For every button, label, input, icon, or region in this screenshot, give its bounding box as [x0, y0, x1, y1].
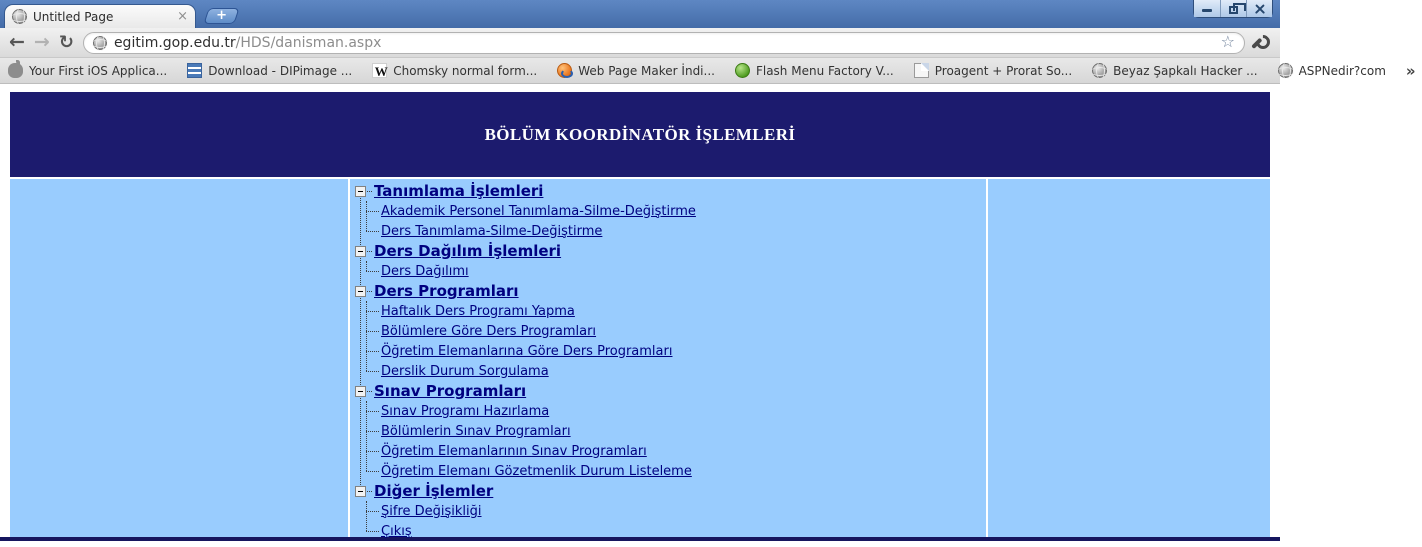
close-button[interactable]: [1246, 0, 1272, 17]
minimize-icon: [1202, 9, 1212, 12]
bookmark-item[interactable]: [1092, 63, 1257, 78]
flashmenu-icon: [735, 63, 750, 78]
bookmarks-bar: [0, 58, 1416, 84]
page-title: BÖLÜM KOORDİNATÖR İŞLEMLERİ: [484, 124, 796, 144]
tree-connector: [367, 491, 372, 492]
tree-connector: [367, 291, 372, 292]
tree-item-link[interactable]: Şifre Değişikliği: [381, 503, 482, 519]
globe-icon: [1278, 63, 1293, 78]
tree-menu: [355, 181, 986, 541]
tree-root-link[interactable]: Diğer İşlemler: [374, 482, 494, 500]
tree-item-row: [366, 441, 986, 461]
url-text[interactable]: egitim.gop.edu.tr/HDS/danisman.aspx: [113, 34, 382, 51]
bookmark-item[interactable]: [372, 63, 537, 78]
bookmark-label: Proagent + Prorat So...: [934, 63, 1073, 78]
tree-group: [355, 381, 986, 481]
apple-icon: [8, 63, 23, 78]
tree-item-link[interactable]: Öğretim Elemanı Gözetmenlik Durum Listeleme: [381, 463, 692, 479]
tree-root-link[interactable]: Ders Programları: [374, 282, 519, 300]
page-header-banner: [10, 92, 1270, 177]
collapse-minus-icon[interactable]: [355, 246, 366, 257]
page-viewport: [0, 84, 1280, 547]
bookmarks-bar-items: [8, 63, 1386, 78]
tree-item-row: [366, 221, 986, 241]
bookmark-label: ASPNedir?com: [1298, 63, 1386, 78]
address-bar[interactable]: [83, 32, 1245, 54]
tree-item-link[interactable]: Çıkış: [381, 523, 412, 539]
collapse-minus-icon[interactable]: [355, 186, 366, 197]
minimize-button[interactable]: [1194, 0, 1220, 17]
bookmark-item[interactable]: [914, 63, 1072, 78]
new-tab-button[interactable]: +: [203, 8, 239, 24]
tree-item-row: [366, 261, 986, 281]
bookmark-item[interactable]: [1278, 63, 1386, 78]
bookmark-item[interactable]: [187, 63, 352, 78]
right-panel: [988, 179, 1270, 537]
tree-children: [366, 401, 986, 481]
webpagemaker-icon: [557, 63, 572, 78]
tree-item-link[interactable]: Öğretim Elemanlarının Sınav Programları: [381, 443, 647, 459]
tree-connector: [367, 391, 372, 392]
tree-item-link[interactable]: Akademik Personel Tanımlama-Silme-Değiştirme: [381, 203, 696, 219]
tree-item-row: [366, 461, 986, 481]
collapse-minus-icon[interactable]: [355, 386, 366, 397]
tab-strip: [0, 0, 1280, 28]
tree-connector: [367, 251, 372, 252]
tree-item-link[interactable]: Ders Dağılımı: [381, 263, 469, 279]
tree-group: [355, 181, 986, 241]
left-panel: [10, 179, 348, 537]
tree-item-link[interactable]: Öğretim Elemanlarına Göre Ders Programları: [381, 343, 673, 359]
tree-item-link[interactable]: Derslik Durum Sorgulama: [381, 363, 549, 379]
tree-group: [355, 481, 986, 541]
bookmark-star-icon[interactable]: ☆: [1220, 32, 1235, 51]
restore-button[interactable]: [1220, 0, 1246, 17]
back-button[interactable]: ←: [9, 31, 25, 53]
browser-tab[interactable]: [4, 4, 196, 28]
tab-close-icon[interactable]: ×: [177, 9, 188, 24]
bookmark-item[interactable]: [557, 63, 715, 78]
tree-root-link[interactable]: Tanımlama İşlemleri: [374, 182, 544, 200]
tree-root-row: [355, 281, 986, 301]
tree-root-row: [355, 381, 986, 401]
tree-item-row: [366, 321, 986, 341]
bookmark-label: Your First iOS Applica...: [29, 63, 168, 78]
wrench-menu-icon[interactable]: [1254, 34, 1271, 51]
bookmark-label: Flash Menu Factory V...: [755, 63, 894, 78]
close-icon: [1254, 3, 1266, 15]
tree-item-row: [366, 521, 986, 541]
tree-group: [355, 281, 986, 381]
tree-root-link[interactable]: Ders Dağılım İşlemleri: [374, 242, 562, 260]
browser-toolbar: [0, 28, 1280, 58]
tree-root-link[interactable]: Sınav Programları: [374, 382, 527, 400]
collapse-minus-icon[interactable]: [355, 486, 366, 497]
collapse-minus-icon[interactable]: [355, 286, 366, 297]
center-panel: [350, 179, 986, 537]
tree-item-link[interactable]: Ders Tanımlama-Silme-Değiştirme: [381, 223, 603, 239]
tree-item-row: [366, 341, 986, 361]
restore-icon: [1229, 6, 1238, 14]
bookmarks-overflow-chevron[interactable]: »: [1405, 61, 1416, 80]
window-controls: [1193, 0, 1273, 18]
tree-item-link[interactable]: Sınav Programı Hazırlama: [381, 403, 550, 419]
tree-item-row: [366, 301, 986, 321]
globe-icon: [12, 9, 27, 24]
tree-item-row: [366, 201, 986, 221]
reload-button[interactable]: ↻: [58, 31, 74, 53]
tree-item-row: [366, 421, 986, 441]
bookmark-label: Chomsky normal form...: [393, 63, 538, 78]
content-columns: [10, 179, 1270, 537]
tab-title: Untitled Page: [33, 9, 114, 24]
tree-children: [366, 261, 986, 281]
bookmark-label: Beyaz Şapkalı Hacker ...: [1113, 63, 1258, 78]
tree-item-row: [366, 401, 986, 421]
dipimage-icon: [187, 63, 202, 78]
tree-item-row: [366, 501, 986, 521]
tree-item-link[interactable]: Haftalık Ders Programı Yapma: [381, 303, 575, 319]
tree-root-row: [355, 241, 986, 261]
forward-button[interactable]: →: [33, 31, 50, 53]
bookmark-label: Web Page Maker İndi...: [578, 63, 715, 78]
tree-connector: [367, 191, 372, 192]
tree-children: [366, 201, 986, 241]
tree-children: [366, 501, 986, 541]
tree-root-row: [355, 481, 986, 501]
tree-item-link[interactable]: Bölümlere Göre Ders Programları: [381, 323, 597, 339]
tree-item-row: [366, 361, 986, 381]
tree-group: [355, 241, 986, 281]
wikipedia-icon: [372, 63, 387, 78]
globe-icon: [93, 36, 107, 50]
globe-icon: [1092, 63, 1107, 78]
bookmark-label: Download - DIPimage ...: [208, 63, 353, 78]
tree-children: [366, 301, 986, 381]
bookmark-item[interactable]: [8, 63, 167, 78]
tree-item-link[interactable]: Bölümlerin Sınav Programları: [381, 423, 571, 439]
document-icon: [914, 63, 929, 78]
bookmark-item[interactable]: [735, 63, 894, 78]
tree-root-row: [355, 181, 986, 201]
